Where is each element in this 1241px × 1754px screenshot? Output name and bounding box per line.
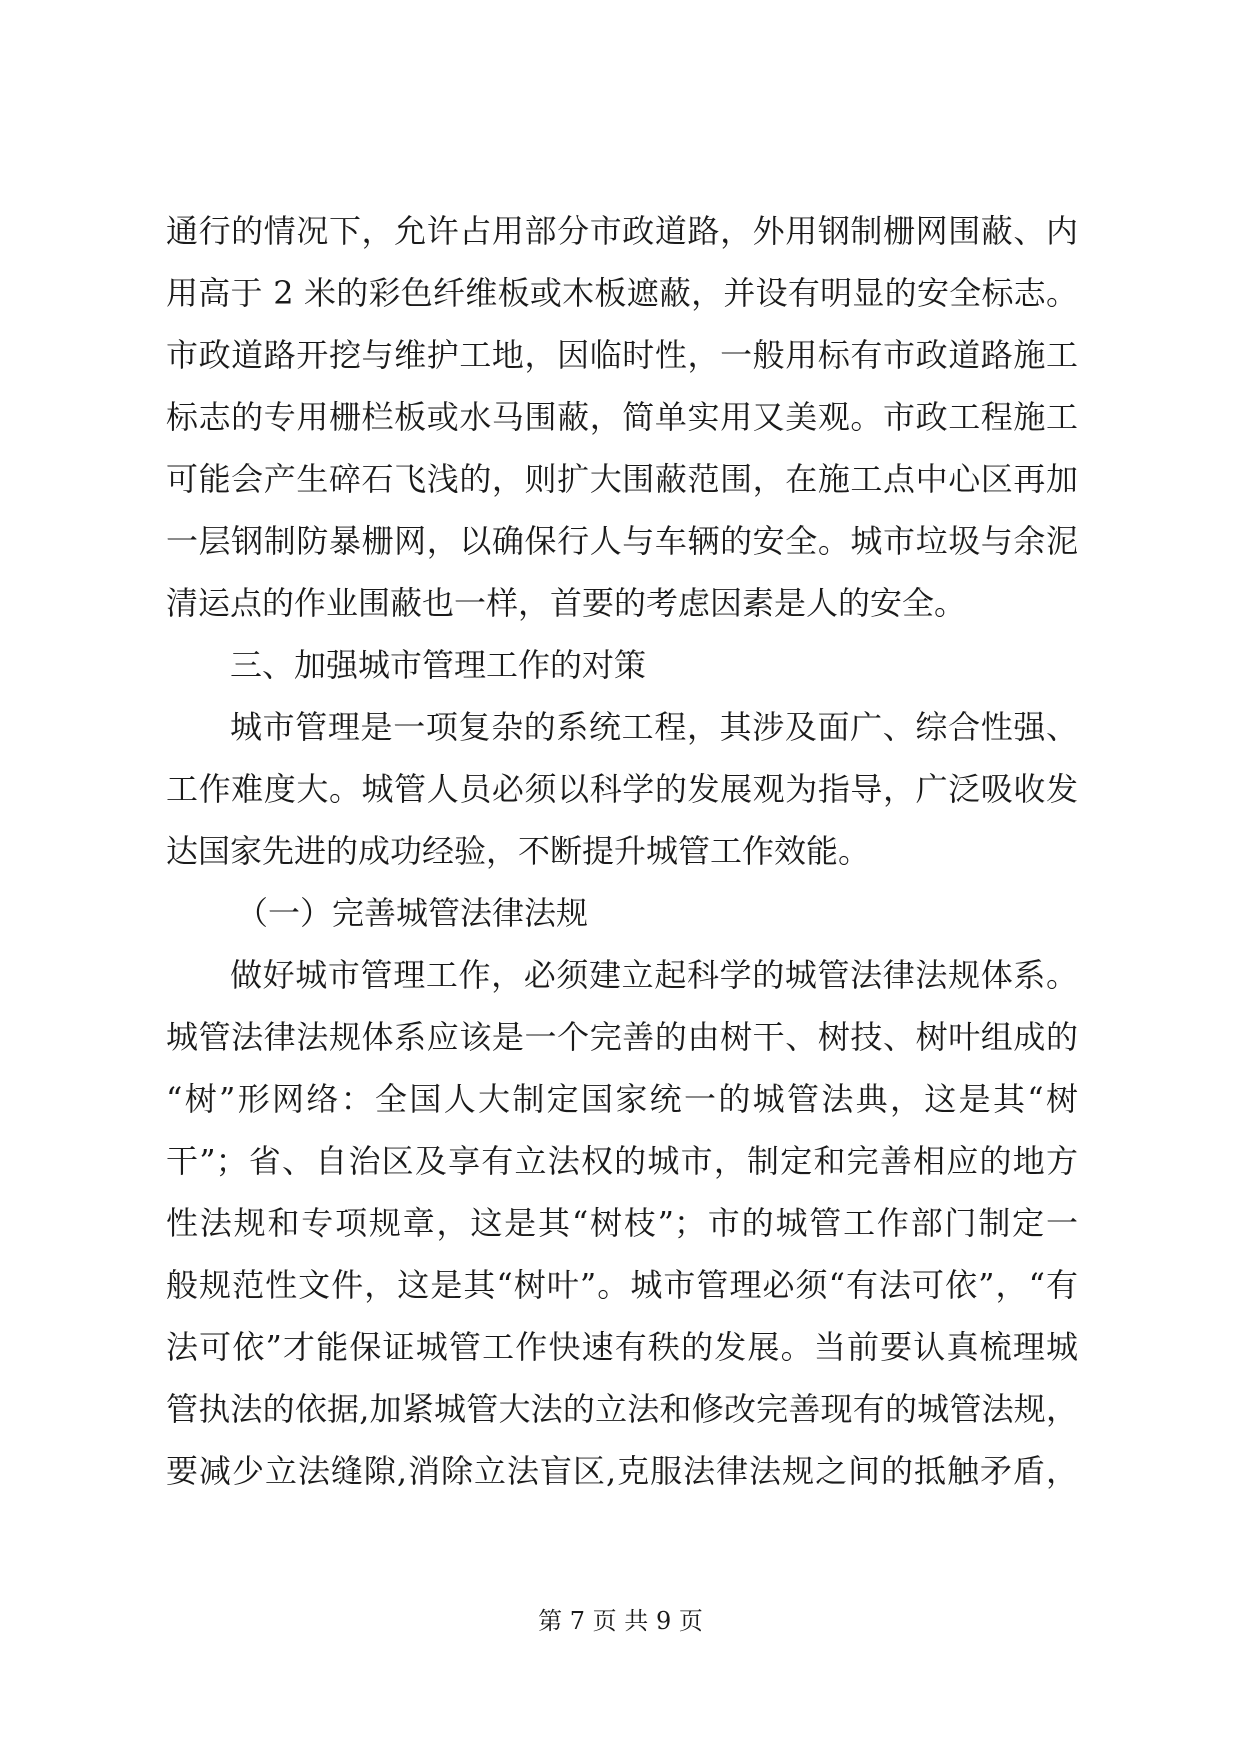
text-line: 通行的情况下，允许占用部分市政道路，外用钢制栅网围蔽、内 — [166, 212, 1078, 250]
text-line: 要减少立法缝隙,消除立法盲区,克服法律法规之间的抵触矛盾， — [166, 1452, 1078, 1490]
text-line: 达国家先进的成功经验，不断提升城管工作效能。 — [166, 832, 871, 870]
text-line: 性法规和专项规章，这是其“树枝”；市的城管工作部门制定一 — [166, 1204, 1078, 1242]
text-line: 市政道路开挖与维护工地，因临时性，一般用标有市政道路施工 — [166, 336, 1078, 374]
text-line: 般规范性文件，这是其“树叶”。城市管理必须“有法可依”，“有 — [166, 1266, 1078, 1304]
text-line: 用高于 2 米的彩色纤维板或木板遮蔽，并设有明显的安全标志。 — [166, 274, 1078, 312]
text-line: 做好城市管理工作，必须建立起科学的城管法律法规体系。 — [230, 956, 1078, 994]
text-line: 标志的专用栅栏板或水马围蔽，简单实用又美观。市政工程施工 — [166, 398, 1078, 436]
text-line: 工作难度大。城管人员必须以科学的发展观为指导，广泛吸收发 — [166, 770, 1078, 808]
text-line: 一层钢制防暴栅网，以确保行人与车辆的安全。城市垃圾与余泥 — [166, 522, 1078, 560]
text-line: 法可依”才能保证城管工作快速有秩的发展。当前要认真梳理城 — [166, 1328, 1078, 1366]
text-line: 城市管理是一项复杂的系统工程，其涉及面广、综合性强、 — [230, 708, 1078, 746]
text-line: 城管法律法规体系应该是一个完善的由树干、树技、树叶组成的 — [166, 1018, 1078, 1056]
text-line: 可能会产生碎石飞浅的，则扩大围蔽范围，在施工点中心区再加 — [166, 460, 1078, 498]
subsection-heading: （一）完善城管法律法规 — [236, 894, 589, 932]
text-line: 干”；省、自治区及享有立法权的城市，制定和完善相应的地方 — [166, 1142, 1078, 1180]
page-footer: 第 7 页 共 9 页 — [538, 1607, 703, 1635]
section-heading: 三、加强城市管理工作的对策 — [230, 646, 647, 684]
text-line: 管执法的依据,加紧城管大法的立法和修改完善现有的城管法规， — [166, 1390, 1078, 1428]
text-line: “树”形网络：全国人大制定国家统一的城管法典，这是其“树 — [166, 1080, 1078, 1118]
text-line: 清运点的作业围蔽也一样，首要的考虑因素是人的安全。 — [166, 584, 967, 622]
